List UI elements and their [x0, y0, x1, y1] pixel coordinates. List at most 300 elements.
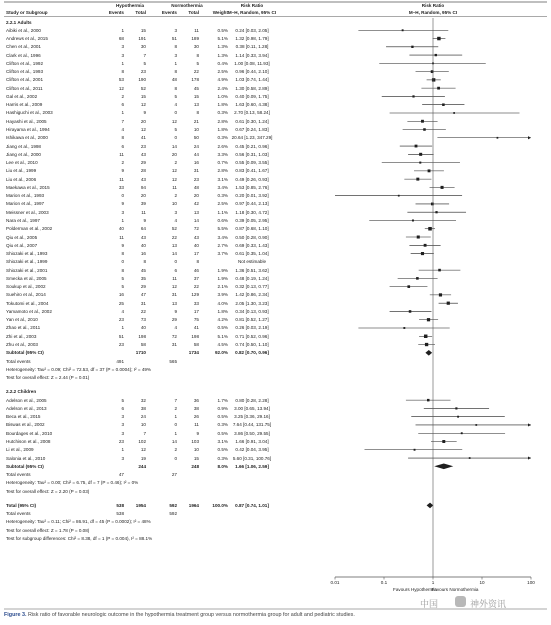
adults-study-30-name: Shiozaki et al., 2001 [6, 267, 48, 273]
adults-study-16-normo-total: 44 [193, 151, 199, 157]
adults-study-18-weight: 2.8% [217, 168, 228, 174]
children-study-2-hypo-events: 6 [121, 405, 124, 411]
adults-study-3-square [411, 46, 413, 48]
adults-study-24-square [412, 219, 414, 221]
children-subtotal-hypo-total: 244 [138, 463, 146, 469]
adults-study-6-hypo-events: 8 [121, 69, 124, 75]
adults-study-9-hypo-events: 2 [121, 93, 124, 99]
adults-study-2-hypo-total: 191 [138, 36, 146, 42]
adults-study-32-weight: 2.1% [217, 284, 228, 290]
adults-study-9-normo-events: 5 [174, 93, 177, 99]
adults-study-29-hypo-events: 0 [121, 259, 124, 265]
adults-study-39-hypo-total: 58 [140, 342, 146, 348]
children-study-7-hypo-events: 1 [121, 447, 124, 453]
adults-title: 2.2.1 Adults [6, 19, 32, 25]
adults-study-16-square [419, 153, 422, 156]
adults-study-17-ci: 0.55 [0.09, 3.55] [235, 160, 269, 166]
adults-study-25-name: Polderman et al., 2002 [6, 226, 53, 232]
children-subtotal-normo-total: 248 [191, 463, 199, 469]
adults-study-30-normo-events: 6 [174, 267, 177, 273]
adults-study-34-normo-events: 13 [171, 300, 177, 306]
adults-study-19-hypo-total: 43 [140, 176, 146, 182]
adults-study-11-weight: 0.3% [217, 110, 228, 116]
adults-study-18-hypo-total: 28 [140, 168, 146, 174]
adults-study-19-normo-events: 12 [171, 176, 177, 182]
adults-study-36-weight: 4.2% [217, 317, 228, 323]
adults-study-29-normo-total: 8 [196, 259, 199, 265]
favours-hypothermia-label: Favours Hypothermia [393, 587, 437, 592]
adults-study-16-ci: 0.56 [0.31, 1.03] [235, 151, 269, 157]
adults-study-16-hypo-events: 11 [119, 151, 124, 157]
normo-events-header: Events [161, 10, 177, 15]
adults-study-16-weight: 3.3% [217, 151, 228, 157]
adults-study-36-normo-events: 29 [171, 317, 177, 323]
adults-study-19-weight: 3.1% [217, 176, 228, 182]
children-study-3-ci: 3.25 [0.36, 29.16] [234, 414, 270, 420]
children-subtotal-diamond [434, 464, 453, 470]
children-study-8-arrow [528, 456, 531, 459]
adults-study-36-hypo-total: 73 [140, 317, 146, 323]
adults-study-26-ci: 0.50 [0.28, 0.90] [235, 234, 269, 240]
children-subtotal-name: Subtotal (95% CI) [6, 463, 44, 469]
children-study-2-normo-events: 2 [174, 405, 177, 411]
adults-study-23-ci: 1.18 [0.30, 4.72] [235, 209, 269, 215]
adults-study-2-ci: 1.32 [0.98, 1.79] [235, 36, 269, 42]
adults-subtotal-normo-total: 1734 [188, 350, 199, 356]
children-study-6-hypo-total: 102 [138, 439, 146, 444]
children-study-2-hypo-total: 38 [140, 405, 146, 411]
adults-study-24-normo-events: 4 [174, 217, 177, 223]
children-study-1-name: Adelson et al., 2005 [6, 397, 47, 403]
adults-study-1-square [402, 29, 404, 31]
adults-study-27-normo-events: 13 [171, 242, 177, 248]
adults-study-20-normo-events: 11 [172, 184, 177, 190]
adults-study-33-normo-events: 31 [171, 292, 177, 298]
adults-study-5-ci: 1.00 [0.08, 11.93] [234, 60, 270, 66]
adults-study-25-weight: 5.5% [217, 226, 228, 232]
adults-study-9-name: Gal et al., 2002 [6, 93, 38, 99]
adults-study-3-hypo-events: 3 [121, 44, 124, 50]
children-study-5-hypo-events: 3 [121, 430, 124, 436]
adults-study-20-name: Maekawa et al., 2015 [6, 184, 50, 190]
study-header: Study or Subgroup [6, 10, 48, 15]
adults-study-37-name: Zhao et al., 2011 [6, 325, 41, 331]
adults-study-12-hypo-total: 20 [140, 118, 146, 124]
adults-study-20-square [441, 186, 444, 189]
total-diamond [427, 503, 434, 509]
adults-study-32-normo-total: 22 [193, 284, 199, 290]
adults-study-3-normo-total: 30 [193, 44, 199, 50]
adults-study-6-normo-total: 22 [193, 69, 199, 75]
adults-study-24-name: Nara et al., 1997 [6, 217, 40, 223]
adults-study-37-square [403, 327, 405, 329]
adults-study-27-normo-total: 40 [193, 242, 199, 248]
subgroup-differences-test: Test for subgroup differences: Chi² = 8.38, df = 1 (P = 0.004), I² = 88.1% [6, 535, 153, 541]
adults-study-2-square [437, 37, 440, 40]
children-study-3-hypo-total: 24 [140, 414, 146, 420]
adults-study-8-normo-events: 8 [174, 85, 177, 91]
adults-study-28-normo-total: 17 [193, 251, 199, 257]
adults-study-39-weight: 4.5% [217, 342, 228, 348]
adults-study-10-normo-events: 4 [174, 102, 177, 108]
hypothermia-header: Hypothermia [115, 3, 145, 8]
adults-study-25-hypo-events: 40 [118, 226, 124, 232]
children-study-4-hypo-events: 3 [121, 422, 124, 428]
adults-study-33-square [439, 293, 442, 296]
adults-study-23-hypo-events: 3 [121, 209, 124, 215]
adults-study-5-weight: 0.4% [217, 60, 228, 66]
adults-study-1-name: Aibiki et al., 2000 [6, 27, 41, 33]
adults-study-11-ci: 2.70 [0.13, 58.24] [234, 110, 270, 116]
adults-study-20-weight: 3.4% [217, 184, 228, 190]
adults-study-31-hypo-total: 35 [140, 275, 146, 281]
adults-study-34-ci: 2.05 [1.30, 3.23] [235, 300, 269, 306]
total-name: Total (95% CI) [6, 502, 37, 508]
adults-study-23-normo-total: 13 [193, 209, 199, 215]
adults-study-12-normo-events: 12 [171, 118, 177, 124]
adults-study-23-name: Meissner et al., 2003 [6, 209, 49, 215]
adults-study-2-normo-events: 51 [171, 36, 177, 42]
adults-study-30-ci: 1.36 [0.51, 3.62] [235, 267, 269, 273]
total-events-label: Total events [6, 511, 31, 517]
adults-study-19-square [416, 178, 419, 181]
adults-study-38-weight: 5.1% [217, 333, 228, 339]
adults-study-26-name: Qiu et al., 2005 [6, 234, 38, 240]
adults-study-6-ci: 0.96 [0.44, 2.10] [235, 69, 269, 75]
children-study-5-normo-total: 9 [196, 430, 199, 436]
children-total-events-label: Total events [6, 472, 31, 478]
adults-study-37-weight: 0.5% [217, 325, 228, 331]
total-hypo-total: 1954 [135, 502, 146, 508]
adults-study-39-ci: 0.74 [0.50, 1.10] [235, 342, 269, 348]
adults-study-15-square [415, 145, 418, 148]
adults-study-20-ci: 1.53 [0.85, 2.76] [235, 184, 269, 190]
adults-study-37-hypo-events: 1 [121, 325, 124, 331]
adults-subtotal-diamond [425, 350, 432, 356]
adults-study-17-normo-events: 2 [174, 160, 177, 166]
adults-study-33-name: Suehiro et al., 2014 [6, 292, 46, 298]
children-study-8-name: Salonia et al., 2010 [6, 455, 46, 461]
adults-study-15-normo-total: 24 [193, 143, 199, 149]
adults-study-25-hypo-total: 64 [140, 226, 146, 232]
adults-study-21-square [398, 195, 400, 197]
adults-study-24-hypo-total: 9 [143, 217, 146, 223]
adults-study-27-hypo-events: 9 [121, 242, 124, 248]
children-study-7-name: Li et al., 2009 [6, 447, 34, 453]
adults-study-3-weight: 1.3% [217, 44, 228, 50]
children-study-2-ci: 3.00 [0.65, 13.94] [234, 405, 270, 411]
adults-study-29-ci: Not estimable [237, 259, 267, 265]
adults-study-10-hypo-events: 6 [121, 102, 124, 108]
adults-study-23-square [435, 211, 437, 213]
adults-study-10-weight: 1.8% [217, 102, 228, 108]
adults-study-11-hypo-total: 9 [143, 110, 146, 116]
adults-study-25-ci: 0.87 [0.68, 1.10] [235, 226, 269, 232]
children-study-8-hypo-total: 19 [140, 455, 146, 461]
children-study-3-name: Beca et al., 2015 [6, 414, 41, 420]
adults-study-15-hypo-total: 23 [140, 143, 146, 149]
x-tick-label-5: 100 [527, 580, 535, 585]
adults-study-14-normo-total: 50 [193, 135, 199, 141]
children-title: 2.2.2 Children [6, 389, 37, 395]
adults-study-4-hypo-events: 3 [121, 52, 124, 58]
adults-study-8-hypo-total: 52 [140, 85, 146, 91]
children-study-8-square [469, 457, 471, 459]
adults-study-4-name: Clark et al., 1996 [6, 52, 41, 58]
adults-study-16-normo-events: 20 [171, 151, 177, 157]
adults-study-24-normo-total: 14 [193, 217, 199, 223]
adults-study-14-ci: 20.64 [1.23, 347.29] [231, 135, 273, 141]
adults-study-14-weight: 0.3% [217, 135, 228, 141]
adults-study-7-normo-total: 178 [191, 77, 199, 83]
adults-study-29-normo-events: 0 [174, 259, 177, 265]
children-total-events-normo: 27 [171, 472, 177, 478]
children-study-4-hypo-total: 10 [140, 422, 146, 428]
x-tick-label-1: 0.01 [330, 580, 340, 585]
adults-study-4-normo-events: 3 [174, 52, 177, 58]
children-study-1-normo-total: 36 [193, 397, 199, 403]
adults-study-28-weight: 3.7% [217, 251, 228, 257]
children-study-1-ci: 0.80 [0.28, 2.28] [235, 397, 269, 403]
children-study-5-ci: 3.86 [0.50, 29.55] [234, 430, 270, 436]
watermark-left: 中国 [420, 599, 439, 609]
adults-study-35-ci: 0.34 [0.13, 0.93] [235, 308, 269, 314]
adults-study-31-normo-events: 11 [172, 275, 177, 281]
adults-study-36-square [427, 318, 430, 321]
adults-study-21-weight: 0.3% [217, 193, 228, 199]
adults-study-33-weight: 3.9% [217, 292, 228, 298]
adults-study-9-normo-total: 15 [193, 93, 199, 99]
adults-study-7-square [432, 78, 435, 81]
hypo-events-header: Events [108, 10, 124, 15]
children-heterogeneity: Heterogeneity: Tau² = 0.00; Chi² = 6.75, df = 7 (P = 0.46); I² = 0% [6, 480, 139, 486]
adults-study-36-name: Yan et al., 2010 [6, 317, 38, 323]
adults-study-8-hypo-events: 12 [118, 85, 124, 91]
adults-study-1-ci: 0.24 [0.03, 2.05] [235, 27, 269, 33]
adults-total-events-hypo: 491 [116, 358, 124, 364]
adults-study-17-weight: 0.7% [217, 160, 228, 166]
adults-study-37-normo-total: 41 [193, 325, 199, 331]
adults-study-33-normo-total: 129 [191, 292, 199, 298]
adults-study-12-name: Hayashi et al., 2005 [6, 118, 47, 124]
adults-study-25-normo-events: 52 [171, 226, 177, 232]
children-study-3-normo-total: 26 [193, 414, 199, 420]
children-study-5-hypo-total: 7 [143, 430, 146, 436]
adults-study-13-normo-events: 5 [174, 127, 177, 132]
adults-study-5-hypo-total: 5 [143, 60, 146, 66]
adults-study-8-normo-total: 45 [193, 85, 199, 91]
adults-study-3-normo-events: 8 [174, 44, 177, 50]
children-study-6-normo-events: 14 [171, 439, 177, 444]
children-study-1-weight: 1.7% [217, 397, 228, 403]
adults-study-7-name: Clifton et al., 2001 [6, 77, 44, 83]
children-study-6-square [442, 440, 445, 443]
adults-study-5-normo-total: 5 [196, 60, 199, 66]
adults-study-19-hypo-events: 11 [119, 176, 124, 182]
children-overall-test: Test for overall effect: Z = 2.20 (P = 0.03) [6, 488, 90, 494]
adults-study-17-square [419, 162, 421, 164]
risk-ratio-header: Risk Ratio [240, 3, 264, 8]
adults-study-10-normo-total: 13 [193, 102, 199, 108]
adults-study-36-normo-total: 75 [193, 317, 199, 323]
children-study-8-hypo-events: 3 [121, 455, 124, 461]
adults-study-22-square [431, 203, 434, 206]
adults-study-3-ci: 0.38 [0.11, 1.28] [235, 44, 269, 50]
adults-study-33-hypo-total: 47 [140, 292, 146, 298]
children-study-5-square [461, 432, 463, 434]
adults-study-19-ci: 0.49 [0.26, 0.93] [235, 176, 269, 182]
adults-study-14-normo-events: 0 [174, 135, 177, 141]
children-study-2-square [455, 407, 457, 409]
adults-study-17-hypo-total: 29 [140, 160, 146, 166]
adults-study-22-hypo-total: 39 [140, 201, 146, 207]
adults-study-13-normo-total: 10 [193, 127, 199, 132]
adults-study-6-weight: 2.5% [217, 69, 228, 75]
adults-study-30-weight: 1.9% [217, 267, 228, 273]
adults-study-7-ci: 1.03 [0.74, 1.44] [235, 77, 269, 83]
adults-study-36-ci: 0.81 [0.52, 1.27] [235, 317, 269, 323]
adults-study-32-hypo-total: 29 [140, 284, 146, 290]
adults-study-38-ci: 0.71 [0.52, 0.96] [235, 333, 269, 339]
adults-study-10-hypo-total: 12 [140, 102, 146, 108]
adults-study-13-hypo-total: 12 [140, 127, 146, 132]
figure-caption [4, 612, 549, 619]
children-total-events-hypo: 47 [118, 472, 124, 478]
adults-study-31-ci: 0.48 [0.19, 1.24] [235, 275, 269, 281]
adults-study-20-normo-total: 48 [193, 184, 199, 190]
adults-study-15-ci: 0.45 [0.21, 0.96] [235, 143, 269, 149]
adults-study-21-normo-events: 2 [174, 193, 177, 199]
adults-study-4-square [435, 54, 437, 56]
adults-study-22-ci: 0.97 [0.44, 2.13] [235, 201, 269, 207]
normothermia-header: Normothermia [171, 3, 203, 8]
adults-study-22-name: Marion et al., 1997 [6, 201, 45, 207]
adults-study-16-name: Jiang et al., 2000 [6, 151, 41, 157]
adults-study-39-square [425, 343, 428, 346]
adults-study-39-normo-total: 58 [193, 342, 199, 348]
children-study-3-normo-events: 1 [174, 414, 177, 420]
adults-study-30-hypo-total: 45 [140, 267, 146, 273]
adults-study-23-hypo-total: 11 [141, 209, 146, 215]
adults-total-events-label: Total events [6, 358, 31, 364]
adults-heterogeneity: Heterogeneity: Tau² = 0.09; Chi² = 72.53, df = 37 (P = 0.0004); I² = 49% [6, 366, 152, 372]
adults-study-18-normo-total: 31 [193, 168, 199, 174]
adults-study-5-hypo-events: 1 [121, 60, 124, 66]
adults-study-18-name: Liu et al., 1999 [6, 168, 37, 174]
children-study-6-normo-total: 103 [191, 439, 199, 444]
adults-study-38-hypo-total: 198 [138, 333, 146, 339]
children-study-4-normo-total: 11 [194, 422, 199, 428]
adults-study-2-name: Andrews et al., 2015 [6, 36, 48, 42]
children-study-1-hypo-events: 5 [121, 397, 124, 403]
adults-study-25-normo-total: 72 [193, 226, 199, 232]
adults-study-20-hypo-total: 94 [140, 184, 146, 190]
adults-study-8-weight: 2.4% [217, 85, 228, 91]
x-tick-label-3: 1 [431, 580, 435, 585]
adults-study-26-weight: 3.4% [217, 234, 228, 240]
adults-study-5-normo-events: 1 [174, 60, 177, 66]
total-weight: 100.0% [212, 502, 228, 508]
adults-study-12-weight: 2.8% [217, 118, 228, 124]
adults-study-3-name: Chen et al., 2001 [6, 44, 41, 50]
children-study-4-normo-events: 0 [174, 422, 177, 428]
adults-study-30-hypo-events: 8 [121, 267, 124, 273]
adults-study-10-ci: 1.63 [0.60, 4.38] [235, 102, 269, 108]
adults-study-18-normo-events: 12 [171, 168, 177, 174]
adults-study-1-normo-events: 3 [174, 27, 177, 33]
children-study-1-normo-events: 7 [174, 397, 177, 403]
adults-study-14-arrow [528, 136, 531, 139]
adults-study-34-weight: 4.0% [217, 300, 228, 306]
adults-study-26-square [417, 235, 420, 238]
children-study-3-square [457, 416, 459, 418]
adults-study-8-ci: 1.30 [0.58, 2.89] [235, 85, 269, 91]
adults-study-6-hypo-total: 23 [140, 69, 146, 75]
favours-normothermia-label: Favours Normothermia [431, 587, 479, 592]
adults-study-34-hypo-total: 31 [140, 300, 146, 306]
adults-study-7-weight: 4.9% [217, 77, 228, 83]
watermark-logo-icon [455, 596, 466, 607]
adults-study-37-hypo-total: 40 [140, 325, 146, 331]
adults-study-13-ci: 0.67 [0.24, 1.83] [235, 127, 269, 132]
adults-study-32-hypo-events: 5 [121, 284, 124, 290]
adults-study-13-weight: 1.8% [217, 127, 228, 132]
adults-study-24-weight: 0.6% [217, 217, 228, 223]
x-tick-label-2: 0.1 [380, 580, 388, 585]
children-study-6-weight: 3.1% [217, 439, 228, 444]
adults-study-7-normo-events: 48 [171, 77, 177, 83]
total-overall-test: Test for overall effect: Z = 1.78 (P = 0.08) [6, 527, 90, 533]
adults-study-11-normo-events: 0 [174, 110, 177, 116]
children-study-6-hypo-events: 23 [118, 439, 124, 444]
adults-study-1-hypo-total: 15 [140, 27, 146, 33]
children-study-5-weight: 0.5% [217, 430, 228, 436]
adults-subtotal-ci: 0.82 [0.70, 0.96] [235, 350, 269, 356]
adults-study-28-hypo-events: 8 [121, 251, 124, 257]
adults-study-31-name: Smecka et al., 2005 [6, 275, 47, 281]
adults-study-11-name: Hashiguchi et al., 2003 [6, 110, 53, 116]
children-study-7-hypo-total: 12 [140, 447, 146, 453]
adults-study-11-hypo-events: 1 [121, 110, 124, 116]
adults-study-32-ci: 0.32 [0.13, 0.77] [235, 284, 269, 290]
adults-study-31-square [416, 277, 419, 280]
adults-study-7-hypo-events: 53 [118, 77, 124, 83]
adults-study-18-ci: 0.83 [0.41, 1.67] [235, 168, 269, 174]
children-study-2-name: Adelson et al., 2013 [6, 405, 47, 411]
adults-study-27-name: Qiu et al., 2007 [6, 242, 38, 248]
adults-study-1-weight: 0.5% [217, 27, 228, 33]
children-study-8-ci: 5.60 [0.31, 100.76] [232, 455, 272, 461]
adults-study-9-weight: 1.0% [217, 93, 228, 99]
children-study-5-normo-events: 1 [174, 430, 177, 436]
method-plot-header: M–H, Random, 95% CI [408, 10, 458, 15]
adults-study-23-normo-events: 3 [174, 209, 177, 215]
adults-study-30-square [438, 269, 441, 272]
adults-study-11-square [453, 112, 455, 114]
adults-study-21-hypo-total: 20 [140, 193, 146, 199]
adults-study-37-normo-events: 4 [174, 325, 177, 331]
adults-study-38-square [424, 335, 427, 338]
adults-study-2-hypo-events: 68 [118, 36, 124, 42]
adults-study-33-ci: 1.42 [0.86, 2.34] [235, 292, 269, 298]
adults-study-39-hypo-events: 23 [118, 342, 124, 348]
children-study-4-name: Biswas et al., 2002 [6, 422, 45, 428]
adults-study-15-name: Jiang et al., 1998 [6, 143, 41, 149]
children-study-2-normo-total: 38 [193, 405, 199, 411]
adults-study-10-name: Harris et al., 2009 [6, 102, 43, 108]
adults-study-4-weight: 1.3% [217, 52, 228, 58]
x-tick-label-4: 10 [479, 580, 485, 585]
